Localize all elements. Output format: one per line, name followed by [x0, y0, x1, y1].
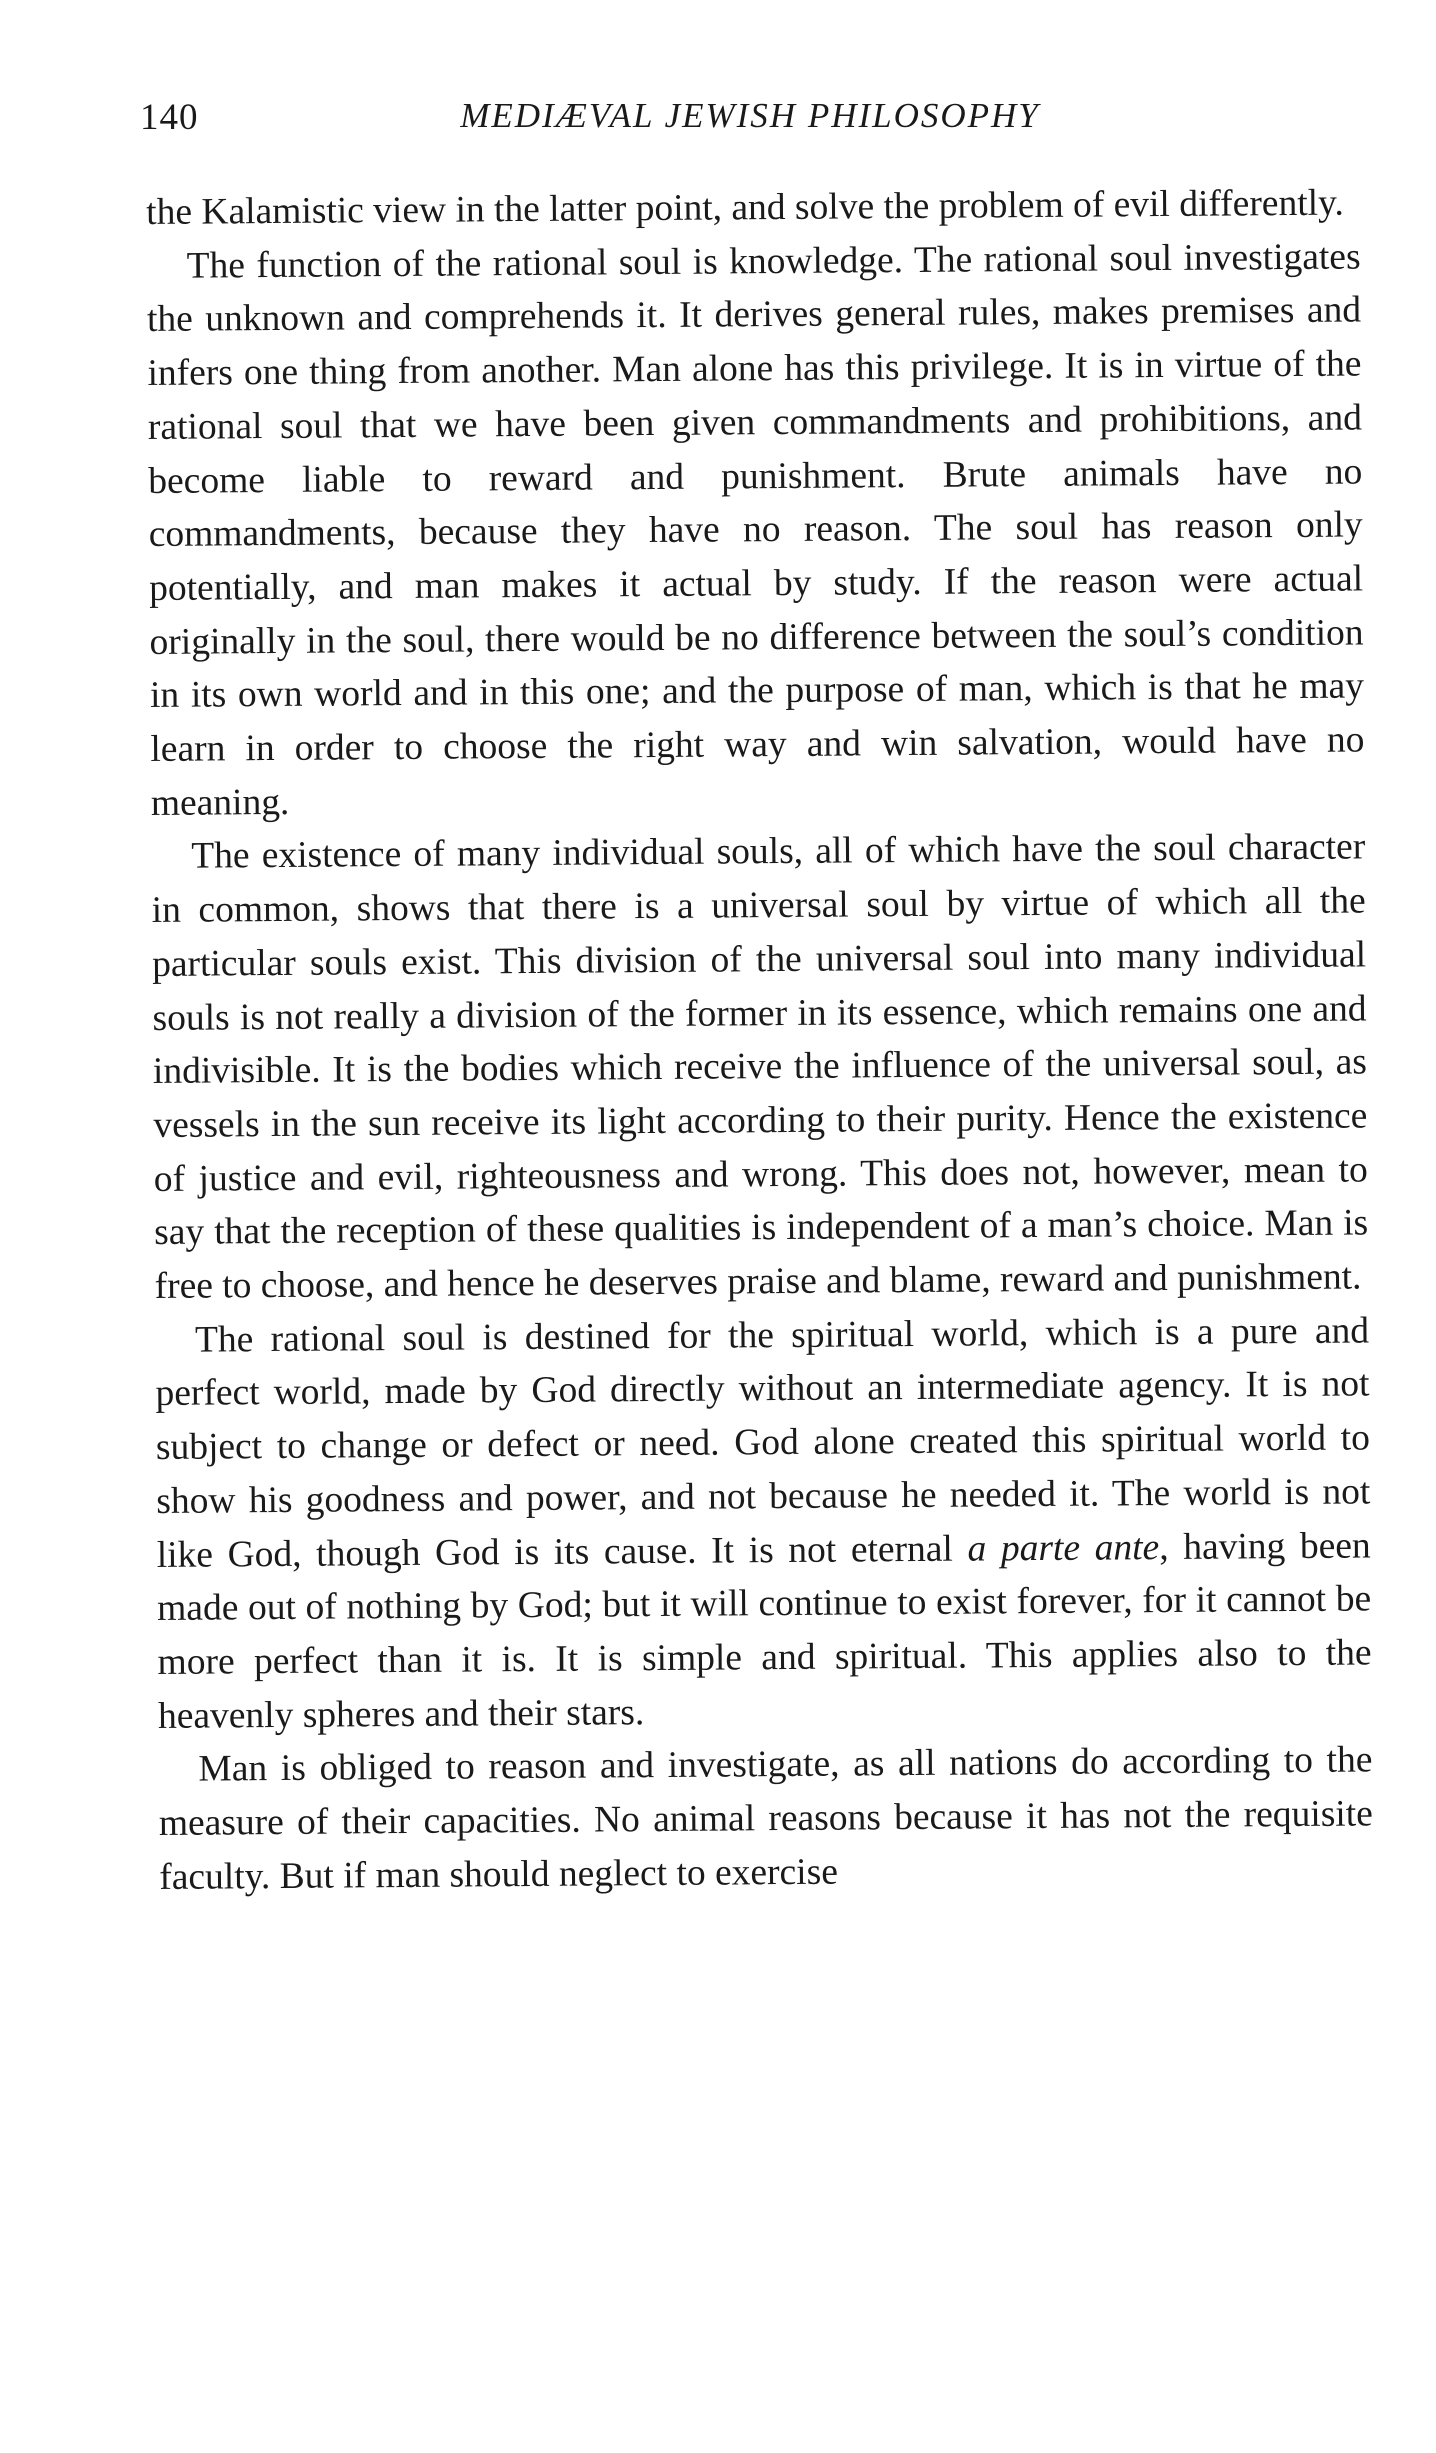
- paragraph-1: the Kalamistic view in the latter point, and solve the problem of evil differently.: [146, 182, 1344, 233]
- paragraph-4-text-b: , having been made out of nothing by God; but it will continue to exist forever, for it cannot be more perfect than it is. It is simple and spiritual. This applies also to the heavenly spheres and their stars.: [157, 1525, 1372, 1737]
- running-title: MEDIÆVAL JEWISH PHILOSOPHY: [460, 96, 1040, 135]
- paragraph-3: The existence of many individual souls, all of which have the soul character in common, shows that there is a universal soul by virtue of which all the particular souls exist. This division of the universal soul into many individual souls is not really a division of the former in its essence, which remains one and indivisible. It is the bodies which receive the influence of the universal soul, as vessels in the sun receive its light according to their purity. Hence the existence of justice and evil, righteousness and wrong. This does not, however, mean to say that the reception of these qualities is independent of a man’s choice. Man is free to choose, and hence he deserves praise and blame, reward and punishment.: [151, 826, 1369, 1308]
- page-header: [140, 96, 1360, 146]
- paragraph-4: [155, 1304, 1372, 1743]
- paragraph-4-text-a: The rational soul is destined for the spiritual world, which is a pure and perfect world, made by God directly without an intermediate agency. It is not subject to change or defect or need. God alone created this spiritual world to show his goodness and power, and not because he needed it. The world is not like God, though God is its cause. It is not eternal: [155, 1310, 1371, 1576]
- latin-phrase: a parte ante: [967, 1526, 1160, 1570]
- paragraph-5: Man is obliged to reason and investigate, as all nations do according to the measure of their capacities. No animal reasons because it has not the requisite faculty. But if man should neglect to exercise: [158, 1739, 1373, 1898]
- page-number: 140: [140, 97, 199, 138]
- body-text: [146, 176, 1373, 1904]
- paragraph-2: The function of the rational soul is knowledge. The rational soul investigates the unknown and comprehends it. It derives general rules, makes premises and infers one thing from another. Man alone has this privilege. It is in virtue of the rational soul that we have been given commandments and prohibitions, and become liable to reward and punishment. Brute animals have no commandments, because they have no reason. The soul has reason only potentially, and man makes it actual by study. If the reason were actual originally in the soul, there would be no difference between the soul’s condition in its own world and in this one; and the purpose of man, which is that he may learn in order to choose the right way and win salvation, would have no meaning.: [146, 236, 1365, 824]
